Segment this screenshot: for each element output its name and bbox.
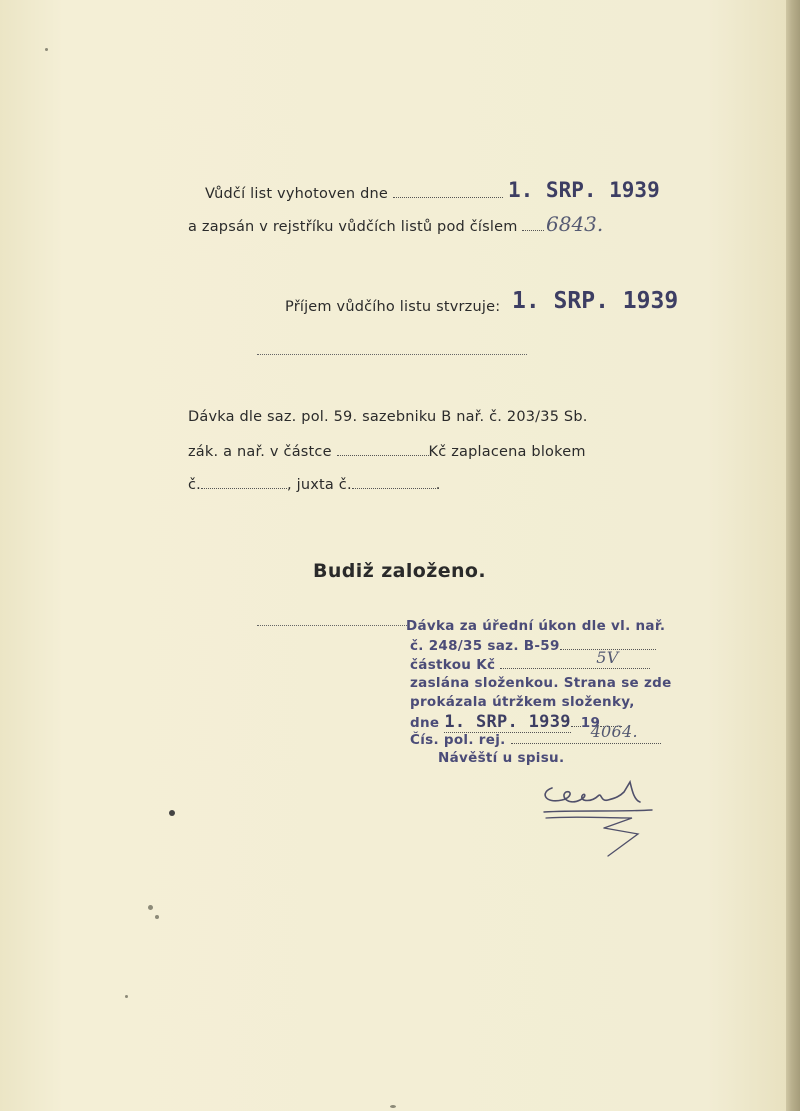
page-edge-shadow [786,0,800,1111]
fee-line-2 [188,443,586,460]
fee-stamp-date-label: dne [410,715,440,731]
dotted-fill [522,218,544,231]
fee-stamp-date: 1. SRP. 1939 [444,712,571,732]
fee-stamp-line-4: zaslána složenkou. Strana se zde [410,675,672,691]
register-line [188,218,544,235]
stamp-left-rule [257,625,407,626]
fee-line-3-end: . [435,477,441,493]
fee-stamp-line-5: prokázala útržkem složenky, [410,694,635,710]
juxta-number-blank [352,476,436,489]
register-number-handwritten: 6843. [546,212,604,236]
paper-speck [390,1105,396,1108]
fee-stamp-line-2-text: č. 248/35 saz. B-59 [410,638,560,654]
fee-line-1: Dávka dle saz. pol. 59. sazebniku B nař. č. 203/35 Sb. [188,409,588,425]
paper-speck [169,810,175,816]
amount-blank [337,443,429,456]
fee-stamp-year-suffix: 19 [580,715,601,731]
dotted-fill [571,714,581,727]
divider-rule [257,354,527,355]
fee-stamp-line-3 [410,648,650,673]
register-label: a zapsán v rejstříku vůdčích listů pod číslem [188,219,518,235]
receipt-date-stamp: 1. SRP. 1939 [512,288,679,314]
fee-line-3 [188,476,441,493]
fee-stamp-register-handwritten: 4064. [590,722,638,741]
fee-stamp-amount-label: částkou Kč [410,657,496,673]
heading-budiz-zalozeno: Budiž založeno. [313,560,486,582]
fee-stamp-amount-handwritten: 5V [596,648,619,667]
issued-line [205,185,503,202]
fee-stamp-line-8: Návěští u spisu. [438,750,565,766]
signature [536,778,666,860]
fee-line-2-suffix: Kč zaplacena blokem [428,444,586,460]
block-number-blank [201,476,287,489]
issued-label: Vůdčí list vyhotoven dne [205,186,389,202]
paper-speck [155,915,159,919]
dotted-fill [393,185,503,198]
paper-speck [125,995,128,998]
fee-line-3-mid: , juxta č. [286,477,352,493]
paper-speck [45,48,48,51]
fee-line-3-prefix: č. [188,477,201,493]
amount-blank [500,648,650,669]
fee-line-2-prefix: zák. a nař. v částce [188,444,332,460]
paper-speck [148,905,153,910]
receipt-label: Příjem vůdčího listu stvrzuje: [285,299,501,315]
issued-date-stamp: 1. SRP. 1939 [508,178,660,202]
fee-stamp-line-1: Dávka za úřední úkon dle vl. nař. [406,618,666,634]
fee-stamp-register-label: Čís. pol. rej. [410,732,506,748]
